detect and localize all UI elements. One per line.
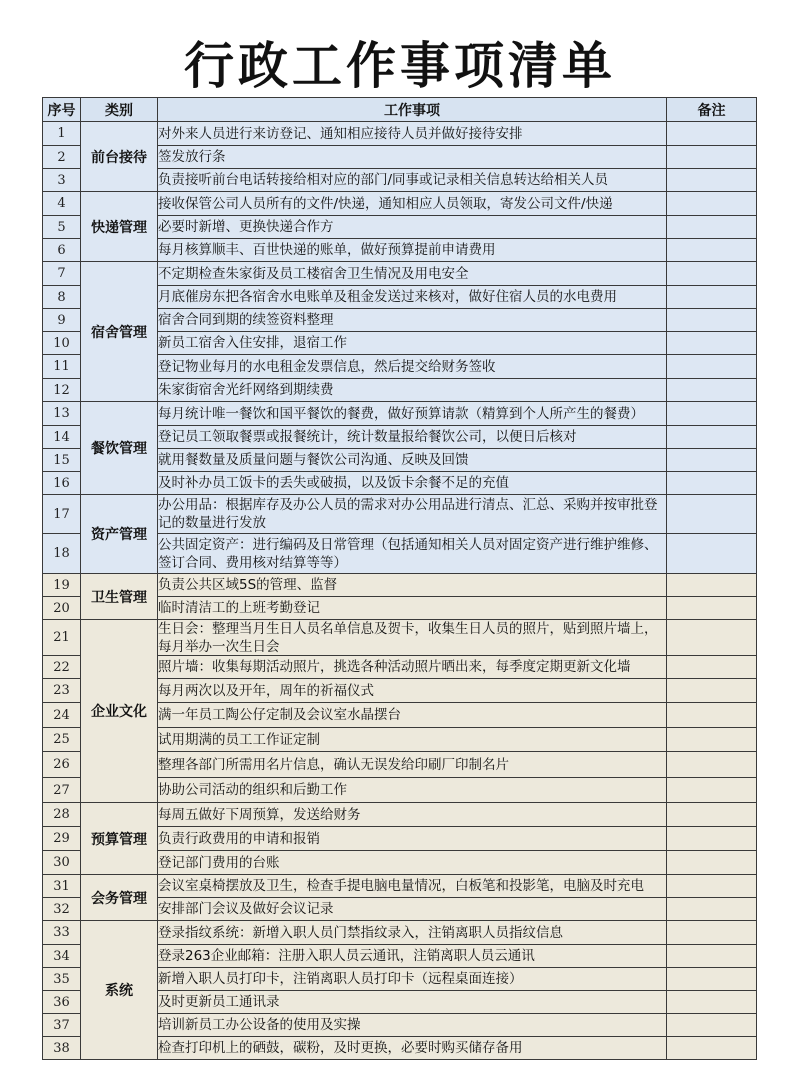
row-number: 20 bbox=[43, 597, 81, 620]
row-number: 21 bbox=[43, 620, 81, 656]
task-cell bbox=[158, 898, 667, 921]
note-cell bbox=[667, 597, 757, 620]
note-cell bbox=[667, 332, 757, 355]
table-row bbox=[43, 803, 757, 827]
note-cell bbox=[667, 309, 757, 332]
row-number: 27 bbox=[43, 778, 81, 803]
task-text: 安排部门会议及做好会议记录 bbox=[158, 901, 334, 917]
category-cell: 系统 bbox=[81, 921, 158, 1060]
task-cell bbox=[158, 449, 667, 472]
row-number: 12 bbox=[43, 379, 81, 402]
row-number: 5 bbox=[43, 216, 81, 239]
row-number: 1 bbox=[43, 122, 81, 146]
task-text: 登记员工领取餐票或报餐统计，统计数量报给餐饮公司，以便日后核对 bbox=[158, 429, 577, 445]
header-category: 类别 bbox=[81, 98, 158, 122]
row-number: 15 bbox=[43, 449, 81, 472]
task-cell bbox=[158, 597, 667, 620]
table-row bbox=[43, 192, 757, 216]
row-number: 32 bbox=[43, 898, 81, 921]
note-cell bbox=[667, 803, 757, 827]
category-cell: 资产管理 bbox=[81, 495, 158, 574]
task-text: 培训新员工办公设备的使用及实操 bbox=[158, 1017, 361, 1033]
task-cell bbox=[158, 146, 667, 169]
note-cell bbox=[667, 968, 757, 991]
table-row bbox=[43, 574, 757, 597]
task-text: 临时清洁工的上班考勤登记 bbox=[158, 600, 320, 616]
category-cell: 会务管理 bbox=[81, 875, 158, 921]
task-text: 照片墙：收集每期活动照片，挑选各种活动照片晒出来，每季度定期更新文化墙 bbox=[158, 659, 631, 675]
row-number: 25 bbox=[43, 728, 81, 752]
table-row bbox=[43, 122, 757, 146]
task-text: 办公用品：根据库存及办公人员的需求对办公用品进行清点、汇总、采购并按审批登记的数量进行发放 bbox=[158, 497, 658, 531]
checklist-table bbox=[42, 97, 757, 1060]
task-text: 公共固定资产：进行编码及日常管理（包括通知相关人员对固定资产进行维护维修、签订合同、费用核对结算等等） bbox=[158, 536, 658, 571]
row-number: 18 bbox=[43, 534, 81, 574]
task-text: 新员工宿舍入住安排，退宿工作 bbox=[158, 335, 347, 351]
note-cell bbox=[667, 991, 757, 1014]
task-cell bbox=[158, 495, 667, 534]
row-number: 34 bbox=[43, 945, 81, 968]
row-number: 19 bbox=[43, 574, 81, 597]
row-number: 30 bbox=[43, 851, 81, 875]
row-number: 23 bbox=[43, 679, 81, 703]
task-text: 每月两次以及开年，周年的祈福仪式 bbox=[158, 682, 374, 699]
task-cell bbox=[158, 286, 667, 309]
row-number: 24 bbox=[43, 703, 81, 728]
row-number: 36 bbox=[43, 991, 81, 1014]
task-cell bbox=[158, 239, 667, 262]
task-cell bbox=[158, 309, 667, 332]
row-number: 38 bbox=[43, 1037, 81, 1060]
note-cell bbox=[667, 402, 757, 426]
header-num: 序号 bbox=[43, 98, 81, 122]
page-title: 行政工作事项清单 bbox=[184, 37, 616, 95]
task-text: 接收保管公司人员所有的文件/快递，通知相应人员领取，寄发公司文件/快递 bbox=[158, 195, 613, 212]
note-cell bbox=[667, 239, 757, 262]
task-cell bbox=[158, 332, 667, 355]
task-cell bbox=[158, 991, 667, 1014]
note-cell bbox=[667, 1014, 757, 1037]
table-row bbox=[43, 921, 757, 945]
note-cell bbox=[667, 921, 757, 945]
task-text: 会议室桌椅摆放及卫生，检查手提电脑电量情况，白板笔和投影笔，电脑及时充电 bbox=[158, 878, 644, 894]
task-text: 满一年员工陶公仔定制及会议室水晶摆台 bbox=[158, 707, 401, 723]
task-text: 负责接听前台电话转接给相对应的部门/同事或记录相关信息转达给相关人员 bbox=[158, 172, 609, 188]
category-cell: 餐饮管理 bbox=[81, 402, 158, 495]
task-text: 及时更新员工通讯录 bbox=[158, 994, 280, 1010]
row-number: 16 bbox=[43, 472, 81, 495]
task-cell bbox=[158, 679, 667, 703]
row-number: 8 bbox=[43, 286, 81, 309]
note-cell bbox=[667, 851, 757, 875]
note-cell bbox=[667, 728, 757, 752]
task-text: 负责公共区域5S的管理、监督 bbox=[158, 577, 338, 593]
task-cell bbox=[158, 803, 667, 827]
task-cell bbox=[158, 534, 667, 574]
task-cell bbox=[158, 402, 667, 426]
task-text: 及时补办员工饭卡的丢失或破损，以及饭卡余餐不足的充值 bbox=[158, 475, 509, 491]
task-text: 每月统计唯一餐饮和国平餐饮的餐费，做好预算请款（精算到个人所产生的餐费） bbox=[158, 405, 644, 422]
category-cell: 卫生管理 bbox=[81, 574, 158, 620]
task-text: 不定期检查朱家街及员工楼宿舍卫生情况及用电安全 bbox=[158, 265, 469, 282]
note-cell bbox=[667, 679, 757, 703]
note-cell bbox=[667, 656, 757, 679]
row-number: 6 bbox=[43, 239, 81, 262]
note-cell bbox=[667, 1037, 757, 1060]
task-text: 新增入职人员打印卡，注销离职人员打印卡（远程桌面连接） bbox=[158, 971, 523, 987]
checklist-body bbox=[43, 122, 757, 1060]
task-text: 月底催房东把各宿舍水电账单及租金发送过来核对，做好住宿人员的水电费用 bbox=[158, 289, 617, 305]
task-cell bbox=[158, 703, 667, 728]
row-number: 29 bbox=[43, 827, 81, 851]
note-cell bbox=[667, 495, 757, 534]
row-number: 22 bbox=[43, 656, 81, 679]
category-cell: 前台接待 bbox=[81, 122, 158, 192]
task-cell bbox=[158, 1014, 667, 1037]
note-cell bbox=[667, 703, 757, 728]
note-cell bbox=[667, 827, 757, 851]
row-number: 28 bbox=[43, 803, 81, 827]
row-number: 17 bbox=[43, 495, 81, 534]
task-text: 每周五做好下周预算，发送给财务 bbox=[158, 806, 361, 823]
task-cell bbox=[158, 752, 667, 778]
task-text: 生日会：整理当月生日人员名单信息及贺卡，收集生日人员的照片，贴到照片墙上，每月举办一次生日会 bbox=[158, 621, 658, 655]
task-text: 试用期满的员工工作证定制 bbox=[158, 731, 320, 748]
task-text: 朱家街宿舍光纤网络到期续费 bbox=[158, 382, 334, 398]
task-cell bbox=[158, 262, 667, 286]
task-text: 检查打印机上的硒鼓，碳粉，及时更换，必要时购买储存备用 bbox=[158, 1040, 523, 1056]
note-cell bbox=[667, 574, 757, 597]
table-row bbox=[43, 620, 757, 656]
task-cell bbox=[158, 968, 667, 991]
task-cell bbox=[158, 426, 667, 449]
row-number: 13 bbox=[43, 402, 81, 426]
note-cell bbox=[667, 262, 757, 286]
note-cell bbox=[667, 192, 757, 216]
header-note: 备注 bbox=[667, 98, 757, 122]
note-cell bbox=[667, 875, 757, 898]
task-cell bbox=[158, 620, 667, 656]
row-number: 9 bbox=[43, 309, 81, 332]
task-text: 负责行政费用的申请和报销 bbox=[158, 830, 320, 847]
task-text: 登记物业每月的水电租金发票信息，然后提交给财务签收 bbox=[158, 358, 496, 375]
task-cell bbox=[158, 355, 667, 379]
task-cell bbox=[158, 656, 667, 679]
note-cell bbox=[667, 216, 757, 239]
row-number: 10 bbox=[43, 332, 81, 355]
note-cell bbox=[667, 620, 757, 656]
row-number: 14 bbox=[43, 426, 81, 449]
task-text: 登记部门费用的台账 bbox=[158, 854, 280, 871]
task-text: 整理各部门所需用名片信息，确认无误发给印刷厂印制名片 bbox=[158, 756, 509, 773]
note-cell bbox=[667, 449, 757, 472]
row-number: 11 bbox=[43, 355, 81, 379]
task-text: 每月核算顺丰、百世快递的账单，做好预算提前申请费用 bbox=[158, 242, 496, 258]
task-cell bbox=[158, 122, 667, 146]
note-cell bbox=[667, 534, 757, 574]
table-row bbox=[43, 495, 757, 534]
task-text: 宿舍合同到期的续签资料整理 bbox=[158, 312, 334, 328]
note-cell bbox=[667, 472, 757, 495]
task-cell bbox=[158, 169, 667, 192]
row-number: 2 bbox=[43, 146, 81, 169]
row-number: 35 bbox=[43, 968, 81, 991]
row-number: 26 bbox=[43, 752, 81, 778]
task-text: 登录指纹系统：新增入职人员门禁指纹录入，注销离职人员指纹信息 bbox=[158, 924, 563, 941]
row-number: 7 bbox=[43, 262, 81, 286]
task-cell bbox=[158, 379, 667, 402]
task-cell bbox=[158, 216, 667, 239]
row-number: 37 bbox=[43, 1014, 81, 1037]
task-cell bbox=[158, 945, 667, 968]
note-cell bbox=[667, 426, 757, 449]
note-cell bbox=[667, 169, 757, 192]
table-row bbox=[43, 875, 757, 898]
task-cell bbox=[158, 1037, 667, 1060]
task-cell bbox=[158, 921, 667, 945]
task-text: 必要时新增、更换快递合作方 bbox=[158, 219, 334, 235]
category-cell: 宿舍管理 bbox=[81, 262, 158, 402]
table-row bbox=[43, 262, 757, 286]
category-cell: 预算管理 bbox=[81, 803, 158, 875]
note-cell bbox=[667, 355, 757, 379]
task-cell bbox=[158, 192, 667, 216]
task-text: 登录263企业邮箱：注册入职人员云通讯，注销离职人员云通讯 bbox=[158, 948, 535, 964]
row-number: 4 bbox=[43, 192, 81, 216]
task-cell bbox=[158, 778, 667, 803]
task-cell bbox=[158, 851, 667, 875]
row-number: 3 bbox=[43, 169, 81, 192]
task-cell bbox=[158, 875, 667, 898]
note-cell bbox=[667, 286, 757, 309]
note-cell bbox=[667, 898, 757, 921]
note-cell bbox=[667, 945, 757, 968]
category-cell: 企业文化 bbox=[81, 620, 158, 803]
note-cell bbox=[667, 379, 757, 402]
task-cell bbox=[158, 728, 667, 752]
header-row bbox=[43, 98, 757, 122]
category-cell: 快递管理 bbox=[81, 192, 158, 262]
table-row bbox=[43, 402, 757, 426]
task-cell bbox=[158, 574, 667, 597]
task-text: 协助公司活动的组织和后勤工作 bbox=[158, 782, 347, 798]
task-text: 对外来人员进行来访登记、通知相应接待人员并做好接待安排 bbox=[158, 125, 523, 142]
row-number: 33 bbox=[43, 921, 81, 945]
note-cell bbox=[667, 752, 757, 778]
header-task: 工作事项 bbox=[158, 98, 667, 122]
task-cell bbox=[158, 472, 667, 495]
row-number: 31 bbox=[43, 875, 81, 898]
note-cell bbox=[667, 146, 757, 169]
note-cell bbox=[667, 122, 757, 146]
note-cell bbox=[667, 778, 757, 803]
task-cell bbox=[158, 827, 667, 851]
task-text: 就用餐数量及质量问题与餐饮公司沟通、反映及回馈 bbox=[158, 452, 469, 468]
task-text: 签发放行条 bbox=[158, 149, 226, 165]
